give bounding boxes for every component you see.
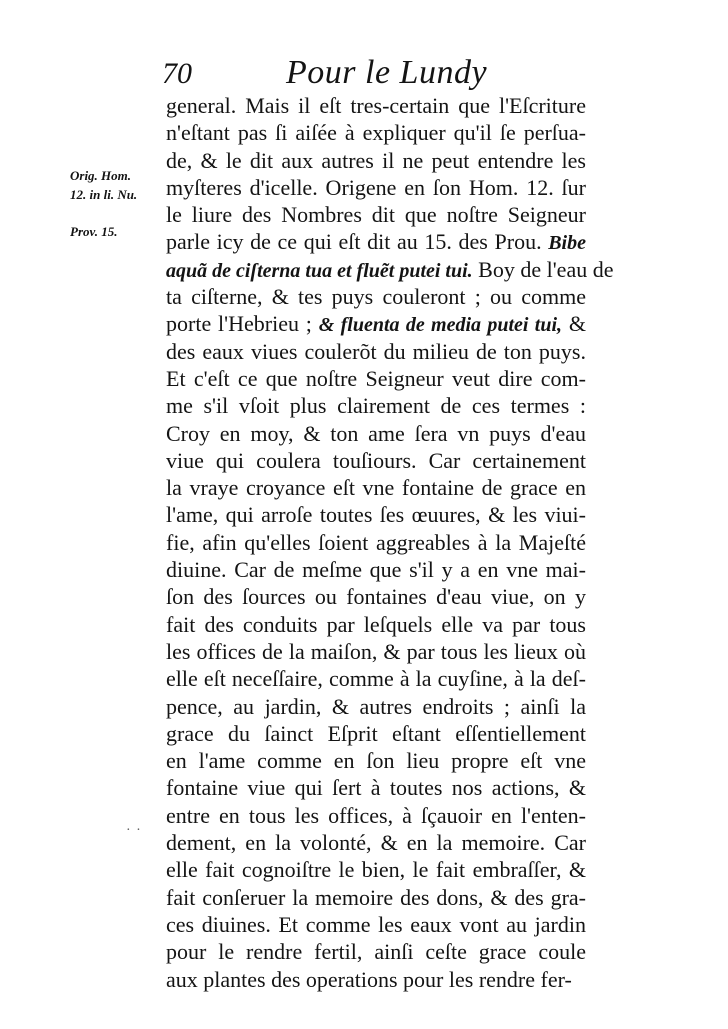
text-line: entre en tous les offices, à ſçauoir en l'enten- — [166, 802, 586, 828]
text-line: grace du ſainct Eſprit eſtant eſſentiellement — [166, 720, 586, 746]
latin-quote: aquã de ciſterna tua et fluẽt putei tui. — [166, 259, 473, 282]
latin-quote: Bibe — [548, 232, 586, 255]
text-line: aquã de ciſterna tua et fluẽt putei tui. Boy de l'eau de — [166, 256, 614, 282]
ink-speck: · · — [126, 823, 142, 838]
text-line: pence, au jardin, & autres endroits ; ainſi la — [166, 693, 586, 719]
text-line: parle icy de ce qui eſt dit au 15. des Prou. Bibe — [166, 229, 586, 255]
text-line: ſon des ſources ou fontaines d'eau viue, on y — [166, 584, 586, 610]
text-line: general. Mais il eſt tres-certain que l'Eſcriture — [166, 93, 586, 118]
text-line: aux plantes des operations pour les rendre fer- — [166, 966, 572, 992]
body-text — [166, 92, 614, 993]
text-line: la vraye croyance eſt vne fontaine de grace en — [166, 475, 586, 501]
text-line: n'eſtant pas ſi aiſée à expliquer qu'il ſe perſua- — [166, 120, 586, 146]
margin-note-line: Prov. 15. — [70, 224, 118, 239]
running-head — [160, 50, 580, 94]
margin-note-origen — [70, 166, 137, 204]
text-line: les offices de la maiſon, & par tous les lieux où — [166, 638, 586, 664]
text-line: myſteres d'icelle. Origene en ſon Hom. 12. ſur — [166, 174, 586, 200]
margin-note-line: 12. in li. Nu. — [70, 187, 138, 202]
text-line: elle fait cognoiſtre le bien, le fait embraſſer, & — [166, 857, 586, 883]
text-line: le liure des Nombres dit que noſtre Seigneur — [166, 202, 586, 228]
text-line: fie, afin qu'elles ſoient aggreables à la Majeſté — [166, 529, 586, 555]
page-number: 70 — [162, 57, 192, 90]
text-line: me s'il vſoit plus clairement de ces termes : — [166, 393, 586, 419]
text-line: fait conſeruer la memoire des dons, & des gra- — [166, 884, 586, 910]
text-line: ces diuines. Et comme les eaux vont au jardin — [166, 911, 586, 937]
text-line: ta ciſterne, & tes puys couleront ; ou comme — [166, 284, 586, 310]
text-line: porte l'Hebrieu ; & fluenta de media putei tui, & — [166, 311, 586, 337]
latin-quote: & fluenta de media putei tui, — [318, 314, 563, 337]
text-line: Croy en moy, & ton ame ſera vn puys d'eau — [166, 420, 586, 446]
text-line: viue qui coulera touſiours. Car certainement — [166, 447, 586, 473]
text-line: Et c'eſt ce que noſtre Seigneur veut dire com- — [166, 365, 586, 391]
text-line: elle eſt neceſſaire, comme à la cuyſine, à la deſ- — [166, 666, 586, 692]
text-line: fait des conduits par leſquels elle va par tous — [166, 611, 586, 637]
text-line: dement, en la volonté, & en la memoire. Car — [166, 830, 586, 856]
text-line: pour le rendre fertil, ainſi ceſte grace coule — [166, 939, 586, 965]
margin-note-line: Orig. Hom. — [70, 168, 132, 183]
running-title: Pour le Lundy — [286, 54, 488, 91]
text-line: en l'ame comme en ſon lieu propre eſt vne — [166, 748, 586, 774]
text-line: fontaine viue qui ſert à toutes nos actions, & — [166, 775, 586, 801]
text-line: de, & le dit aux autres il ne peut entendre les — [166, 147, 586, 173]
text-line: diuine. Car de meſme que s'il y a en vne mai- — [166, 557, 586, 583]
margin-note-proverbs — [70, 222, 118, 241]
text-line: des eaux viues coulerõt du milieu de ton puys. — [166, 338, 586, 364]
text-line: l'ame, qui arroſe toutes ſes œuures, & les viui- — [166, 502, 586, 528]
